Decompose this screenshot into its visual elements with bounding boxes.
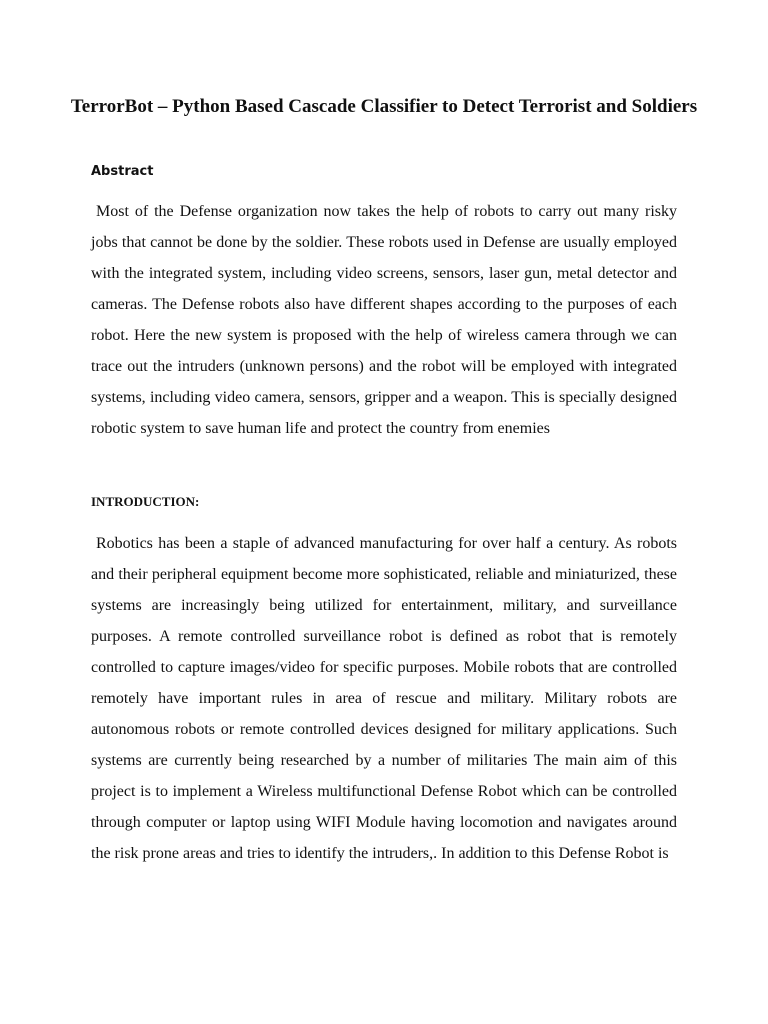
paper-title: TerrorBot – Python Based Cascade Classifier to Detect Terrorist and Soldiers (70, 96, 698, 117)
abstract-heading: Abstract (91, 164, 154, 179)
abstract-paragraph: Most of the Defense organization now takes the help of robots to carry out many risky jobs that cannot be done by the soldier. These robots used in Defense are usually employed with the integrated system, including video screens, sensors, laser gun, metal detector and cameras. The Defense robots also have different shapes according to the purposes of each robot. Here the new system is proposed with the help of wireless camera through we can trace out the intruders (unknown persons) and the robot will be employed with integrated systems, including video camera, sensors, gripper and a weapon. This is specially designed robotic system to save human life and protect the country from enemies (91, 203, 677, 437)
introduction-heading: INTRODUCTION: (91, 494, 200, 509)
introduction-paragraph: Robotics has been a staple of advanced manufacturing for over half a century. As robots and their peripheral equipment become more sophisticated, reliable and miniaturized, these systems are increasingly being utilized for entertainment, military, and surveillance purposes. A remote controlled surveillance robot is defined as robot that is remotely controlled to capture images/video for specific purposes. Mobile robots that are controlled remotely have important rules in area of rescue and military. Military robots are autonomous robots or remote controlled devices designed for military applications. Such systems are currently being researched by a number of militaries The main aim of this project is to implement a Wireless multifunctional Defense Robot which can be controlled through computer or laptop using WIFI Module having locomotion and navigates around the risk prone areas and tries to identify the intruders,. In addition to this Defense Robot is (91, 535, 677, 862)
